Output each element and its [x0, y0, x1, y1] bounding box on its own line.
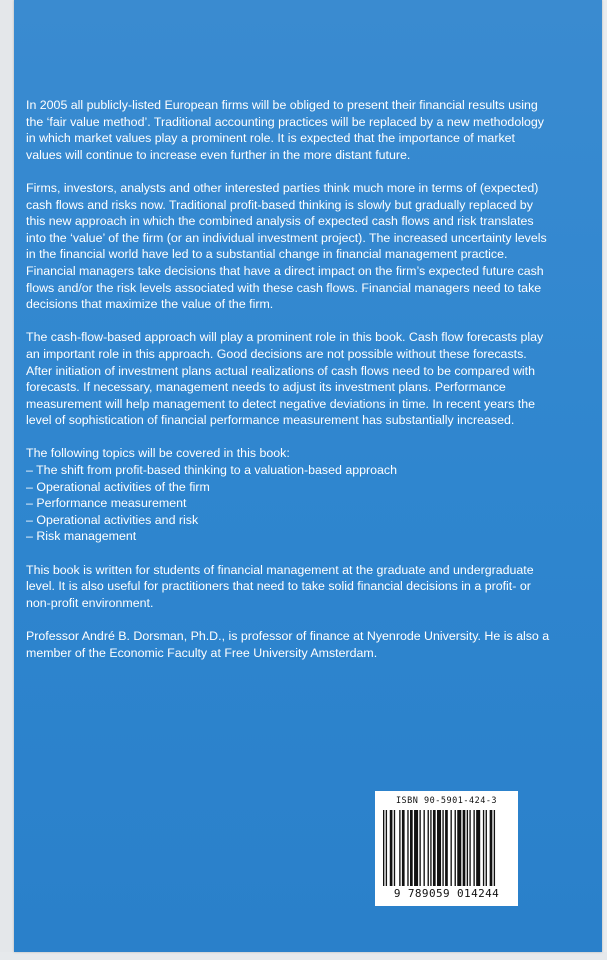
topic-item: – Performance measurement — [26, 496, 187, 511]
barcode-bar — [394, 810, 395, 886]
barcode-icon — [383, 810, 510, 886]
barcode-bar — [451, 810, 452, 886]
barcode-bar — [469, 810, 470, 886]
barcode-bar — [467, 810, 468, 886]
topics-intro: The following topics will be covered in this book: — [26, 446, 290, 461]
blurb-text — [26, 97, 551, 678]
paragraph-author-bio: Professor André B. Dorsman, Ph.D., is professor of finance at Nyenrode University. He is also a member of the Economic Faculty at Free University Amsterdam. — [26, 629, 550, 660]
topic-item: – Risk management — [26, 529, 137, 544]
barcode-bar — [437, 810, 441, 886]
barcode-bar — [494, 810, 495, 886]
barcode-bar — [483, 810, 484, 886]
isbn-label: ISBN 90-5901-424-3 — [395, 796, 498, 806]
barcode-bar — [473, 810, 474, 886]
barcode-bar — [463, 810, 466, 886]
barcode-bar — [486, 810, 487, 886]
barcode-bar — [433, 810, 436, 886]
barcode-bar — [442, 810, 443, 886]
barcode-bar — [430, 810, 431, 886]
barcode-bar — [407, 810, 408, 886]
page-edge-bottom — [0, 952, 607, 960]
topics-section — [26, 445, 551, 545]
barcode-bar — [424, 810, 425, 886]
barcode-bar — [476, 810, 480, 886]
topic-item: – Operational activities of the firm — [26, 479, 210, 494]
barcode-bar — [457, 810, 461, 886]
barcode-bar — [428, 810, 429, 886]
barcode-bar — [419, 810, 420, 886]
barcode-bar — [402, 810, 405, 886]
paragraph-audience: This book is written for students of financial management at the graduate and undergraduate level. It is also useful for practitioners that need to take solid financial decisions in a profit- or non-profit environment. — [26, 562, 534, 610]
paragraph-fair-value: In 2005 all publicly-listed European firms will be obliged to present their financial results using the ‘fair value method’. Traditional accounting practices will be replaced by a new methodology in which market values play a prominent role. It is expected that the importance of market values will continue to increase even further in the more distant future. — [26, 98, 544, 162]
paragraph-cash-flows: Firms, investors, analysts and other interested parties think much more in terms of (expected) cash flows and risks now. Traditional profit-based thinking is slowly but gradually replaced by this new approach in which the combined analysis of expected cash flows and risk translates into the ‘value’ of the firm (or an individual investment project). The increased uncertainty levels in the financial world have led to a substantial change in financial management practice. Financial managers take decisions that have a direct impact on the firm’s expected future cash flows and/or the risk levels associated with these cash flows. Financial managers need to take decisions that maximize the value of the firm. — [26, 180, 547, 312]
barcode-bar — [490, 810, 493, 886]
barcode-bar — [383, 810, 384, 886]
barcode-bar — [399, 810, 400, 886]
page-edge-left — [0, 0, 14, 960]
topics-list — [26, 462, 551, 545]
page-edge-right — [602, 0, 607, 960]
barcode-bar — [455, 810, 456, 886]
paragraph-approach: The cash-flow-based approach will play a prominent role in this book. Cash flow forecasts play an important role in this approach. Good decisions are not possible without these forecasts. After initiation of investment plans actual realizations of cash flows need to be compared with forecasts. If necessary, management needs to adjust its investment plans. Performance measurement will help management to detect negative deviations in time. In recent years the level of sophistication of financial performance measurement has substantially increased. — [26, 330, 544, 428]
barcode-number: 9 789059 014244 — [393, 887, 500, 900]
barcode-bar — [410, 810, 413, 886]
barcode-bar — [386, 810, 387, 886]
topic-item: – Operational activities and risk — [26, 512, 199, 527]
topic-item: – The shift from profit-based thinking to a valuation-based approach — [26, 463, 398, 478]
barcode-bar — [445, 810, 448, 886]
barcode-box — [375, 791, 518, 906]
barcode-bar — [390, 810, 393, 886]
barcode-bar — [414, 810, 418, 886]
